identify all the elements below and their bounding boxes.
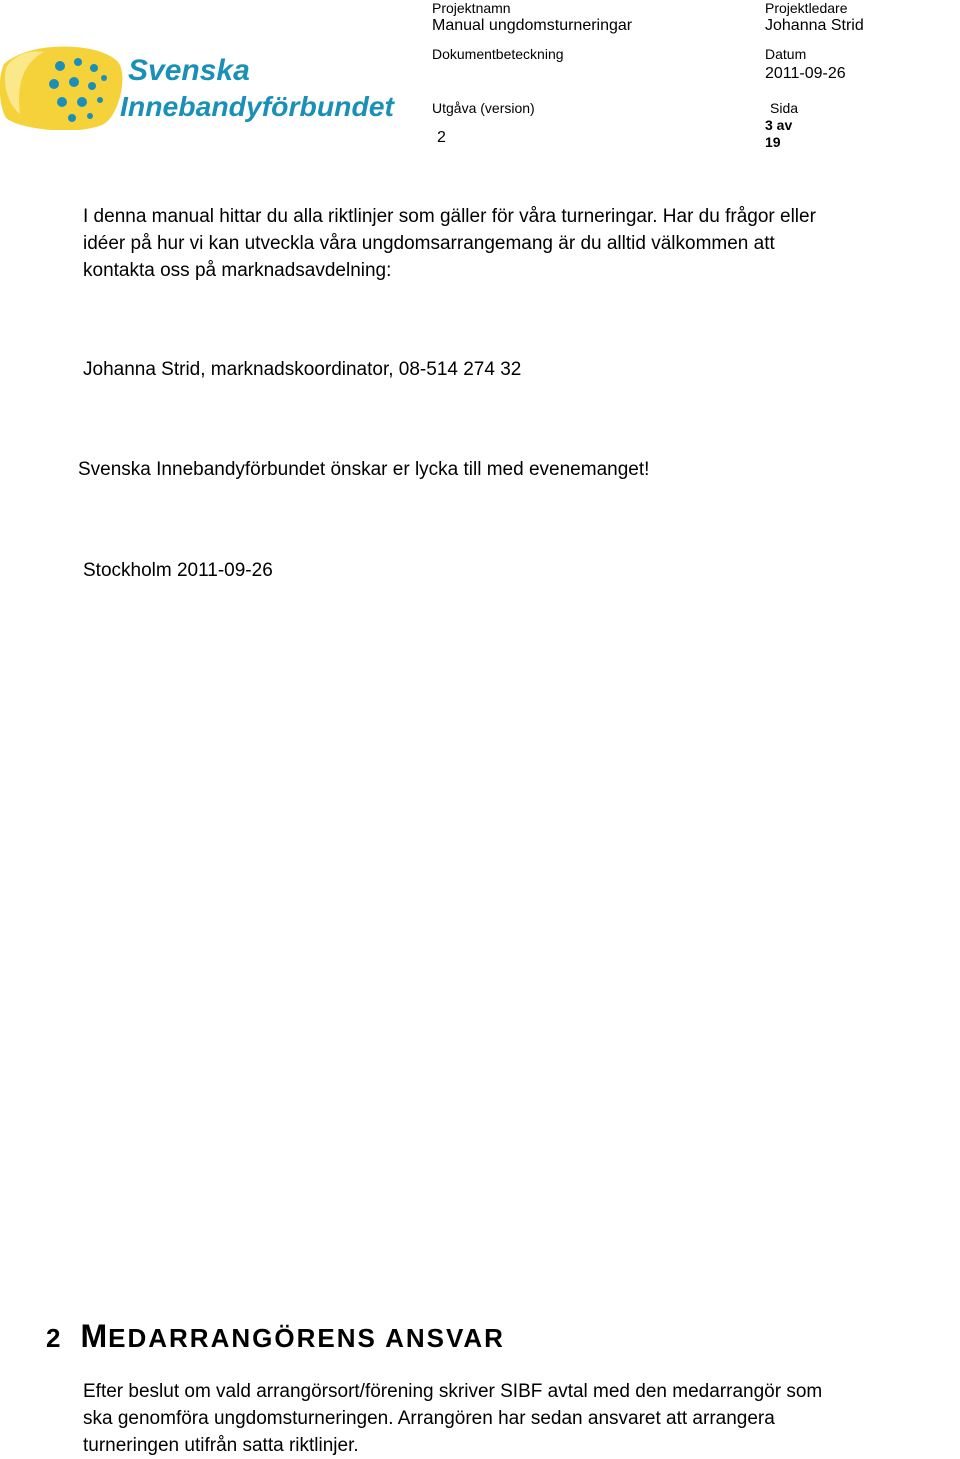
intro-paragraph [83,203,960,284]
wish-line: Svenska Innebandyförbundet önskar er lycka till med evenemanget! [78,459,650,480]
sibf-logo [0,44,400,130]
page-total: 19 [765,134,781,150]
date-label: Datum [765,46,807,62]
section-title-initial: M [80,1318,109,1354]
contact-line: Johanna Strid, marknadskoordinator, 08-514 274 32 [83,359,522,380]
intro-line: I denna manual hittar du alla riktlinjer som gäller för våra turneringar. Har du frågor eller [83,206,816,227]
version-value: 2 [437,129,446,146]
logo-text-svenska: Svenska [128,54,250,87]
section-line: Efter beslut om vald arrangörsort/förening skriver SIBF avtal med den medarrangör som [83,1381,823,1402]
project-name: Manual ungdomsturneringar [432,17,633,34]
section-title-rest: EDARRANGÖRENS ANSVAR [108,1323,505,1353]
page-current: 3 av [765,117,793,133]
intro-line: kontakta oss på marknadsavdelning: [83,260,392,281]
project-lead: Johanna Strid [765,17,864,34]
version-label: Utgåva (version) [432,100,535,116]
section-line: ska genomföra ungdomsturneringen. Arrangören har sedan ansvaret att arrangera [83,1408,775,1429]
section-number: 2 [46,1323,61,1353]
doc-id-label: Dokumentbeteckning [432,46,564,62]
section-heading [46,1318,505,1355]
project-name-label: Projektnamn [432,0,511,16]
date-value: 2011-09-26 [765,65,846,82]
section-paragraph [83,1378,960,1459]
logo-text-innebandyforbundet: Innebandyförbundet [120,91,396,122]
section-line: turneringen utifrån satta riktlinjer. [83,1435,359,1456]
page-label: Sida [770,100,799,116]
intro-line: idéer på hur vi kan utveckla våra ungdomsarrangemang är du alltid välkommen att [83,233,775,254]
place-date-line: Stockholm 2011-09-26 [83,560,273,581]
project-lead-label: Projektledare [765,0,848,16]
